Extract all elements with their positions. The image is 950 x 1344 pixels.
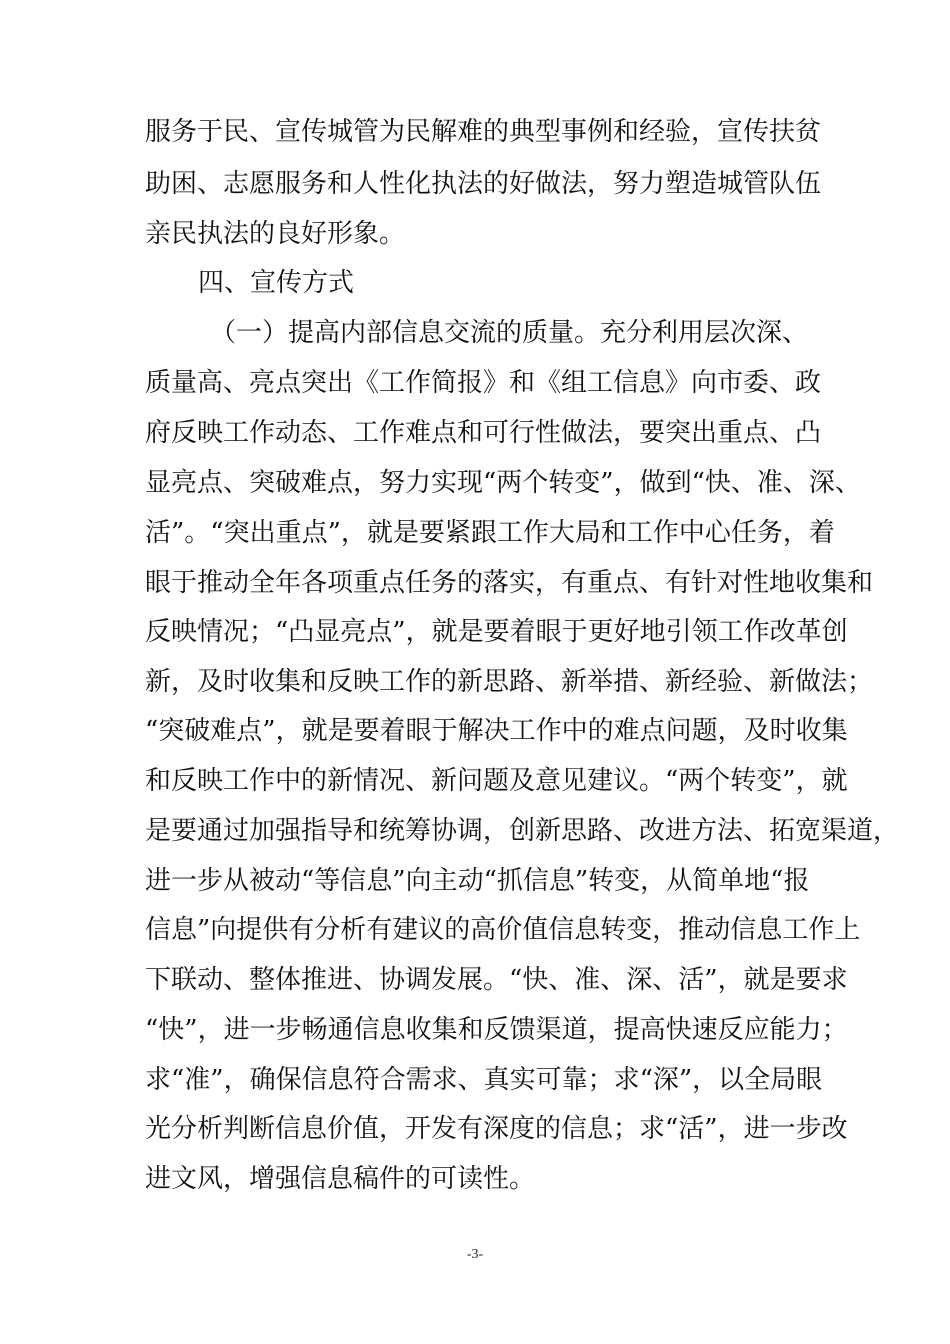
body-line: 服务于民、宣传城管为民解难的典型事例和经验，宣传扶贫 <box>145 117 822 147</box>
body-line: 亲民执法的良好形象。 <box>145 219 406 249</box>
body-line: 新，及时收集和反映工作的新思路、新举措、新经验、新做法； <box>145 667 874 697</box>
body-line: 光分析判断信息价值，开发有深度的信息；求“活”，进一步改 <box>145 1114 848 1144</box>
body-line: 是要通过加强指导和统筹协调，创新思路、改进方法、拓宽渠道， <box>145 816 900 846</box>
body-line: 下联动、整体推进、协调发展。“快、准、深、活”，就是要求 <box>145 965 848 995</box>
body-line: 进一步从被动“等信息”向主动“抓信息”转变，从简单地“报 <box>145 866 810 896</box>
body-line: 信息”向提供有分析有建议的高价值信息转变，推动信息工作上 <box>145 915 861 945</box>
body-line: （一）提高内部信息交流的质量。充分利用层次深、 <box>210 318 809 348</box>
section-heading: 四、宣传方式 <box>198 268 355 298</box>
body-line: 求“准”，确保信息符合需求、真实可靠；求“深”，以全局眼 <box>145 1065 823 1095</box>
body-line: 眼于推动全年各项重点任务的落实，有重点、有针对性地收集和 <box>145 568 874 598</box>
body-line: 显亮点、突破难点，努力实现“两个转变”，做到“快、准、深、 <box>145 468 861 498</box>
body-line: “快”，进一步畅通信息收集和反馈渠道，提高快速反应能力； <box>145 1015 848 1045</box>
body-line: 府反映工作动态、工作难点和可行性做法，要突出重点、凸 <box>145 418 822 448</box>
body-line: 进文风，增强信息稿件的可读性。 <box>145 1164 536 1194</box>
body-line: 活”。“突出重点”，就是要紧跟工作大局和工作中心任务，着 <box>145 518 835 548</box>
page-number: -3- <box>466 1247 484 1262</box>
body-line: 反映情况；“凸显亮点”，就是要着眼于更好地引领工作改革创 <box>145 617 848 647</box>
body-line: “突破难点”，就是要着眼于解决工作中的难点问题，及时收集 <box>145 716 848 746</box>
body-line: 和反映工作中的新情况、新问题及意见建议。“两个转变”，就 <box>145 766 848 796</box>
body-line: 质量高、亮点突出《工作简报》和《组工信息》向市委、政 <box>145 368 822 398</box>
body-line: 助困、志愿服务和人性化执法的好做法，努力塑造城管队伍 <box>145 169 822 199</box>
